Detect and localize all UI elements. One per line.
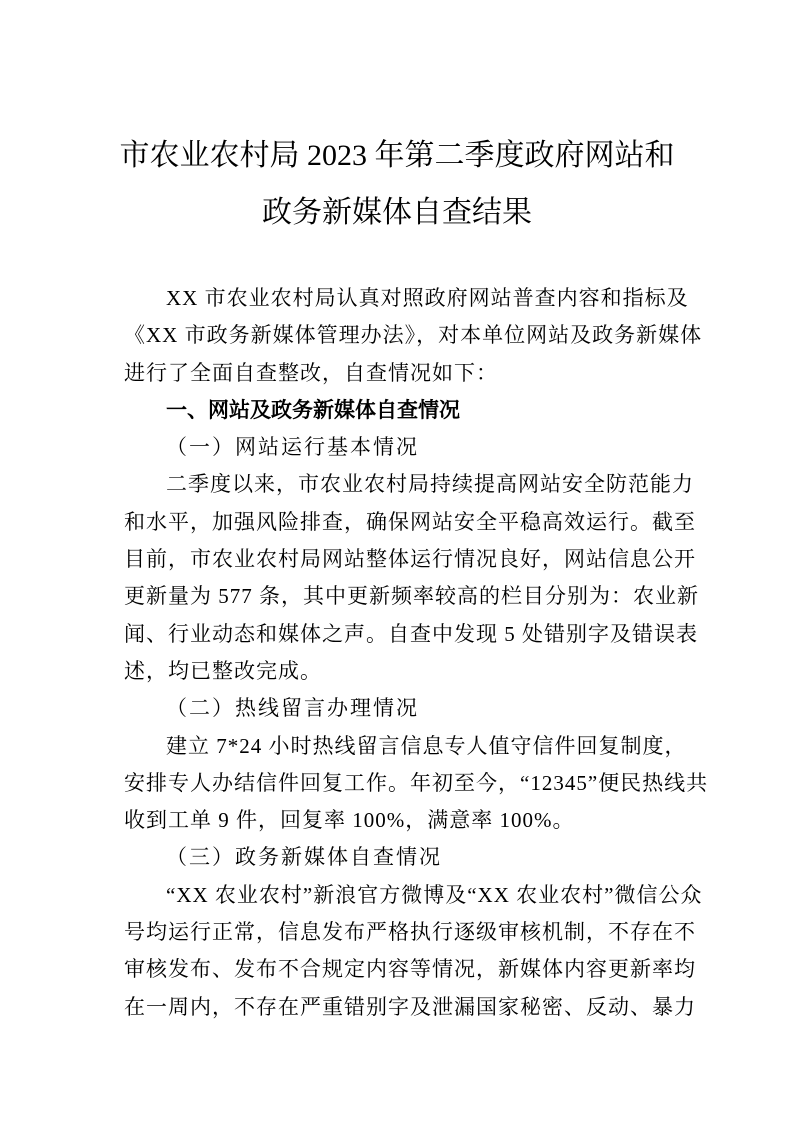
text-line: 号均运行正常，信息发布严格执行逐级审核机制，不存在不	[124, 920, 696, 945]
text-line: 建立 7*24 小时热线留言信息专人值守信件回复制度，	[166, 733, 687, 758]
subsection-heading: （二）热线留言办理情况	[166, 696, 419, 721]
text-line: 二季度以来，市农业农村局持续提高网站安全防范能力	[166, 472, 694, 497]
text-line: 和水平，加强风险排查，确保网站安全平稳高效运行。截至	[124, 509, 696, 534]
document-title-line-2: 政务新媒体自查结果	[262, 196, 532, 229]
new-media-paragraph	[124, 877, 703, 1026]
text-line: 闻、行业动态和媒体之声。自查中发现 5 处错别字及错误表	[124, 621, 698, 646]
section-heading: 一、网站及政务新媒体自查情况	[166, 398, 460, 422]
text-line: “XX 农业农村”新浪官方微博及“XX 农业农村”微信公众	[166, 882, 703, 907]
text-line: 在一周内，不存在严重错别字及泄漏国家秘密、反动、暴力	[124, 994, 696, 1019]
hotline-paragraph	[124, 728, 709, 840]
subsection-heading: （三）政务新媒体自查情况	[166, 845, 442, 870]
subsection-heading: （一）网站运行基本情况	[166, 435, 419, 460]
text-line: 目前，市农业农村局网站整体运行情况良好，网站信息公开	[124, 547, 696, 572]
text-line: XX 市农业农村局认真对照政府网站普查内容和指标及	[166, 286, 689, 310]
text-line: 审核发布、发布不合规定内容等情况，新媒体内容更新率均	[124, 957, 696, 982]
intro-paragraph	[124, 280, 703, 392]
document-title-line-1: 市农业农村局 2023 年第二季度政府网站和	[119, 139, 675, 172]
document-body	[124, 280, 709, 1026]
text-line: 收到工单 9 件，回复率 100%，满意率 100%。	[124, 808, 575, 833]
text-line: 安排专人办结信件回复工作。年初至今，“12345”便民热线共	[124, 770, 709, 795]
text-line: 进行了全面自查整改，自查情况如下：	[124, 360, 498, 385]
website-operation-paragraph	[124, 466, 699, 690]
text-line: 更新量为 577 条，其中更新频率较高的栏目分别为：农业新	[124, 584, 699, 609]
text-line: 述，均已整改完成。	[124, 658, 322, 683]
text-line: 《XX 市政务新媒体管理办法》，对本单位网站及政务新媒体	[124, 323, 703, 348]
